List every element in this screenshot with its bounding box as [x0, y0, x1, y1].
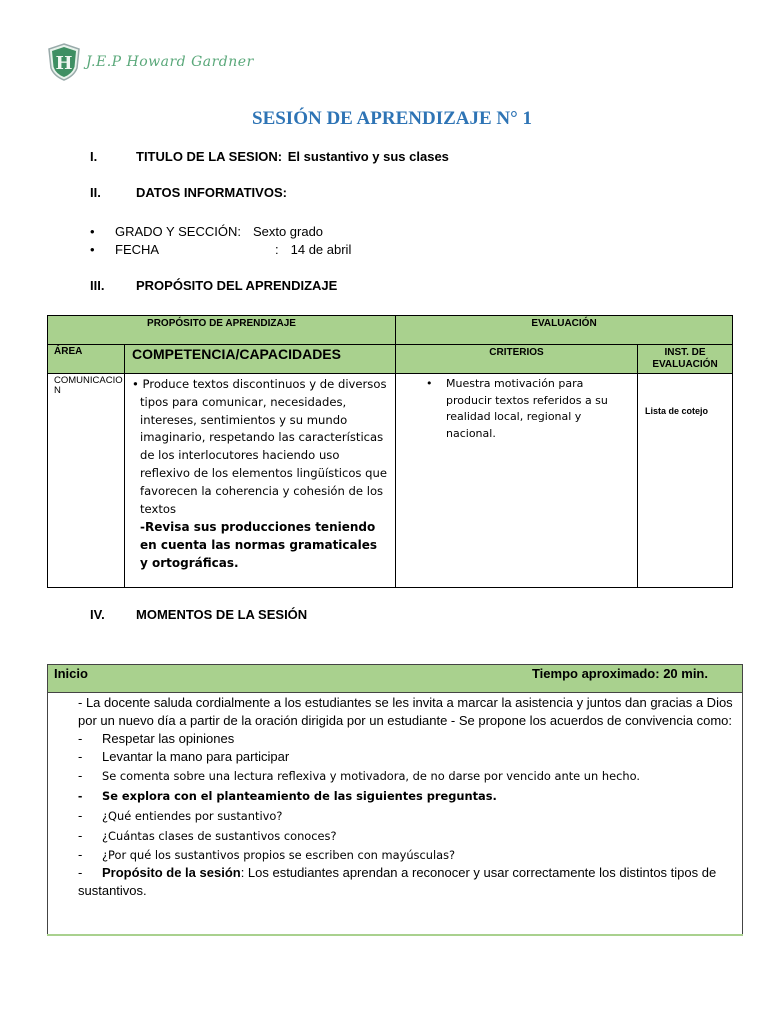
intro-paragraph: - La docente saluda cordialmente a los estudiantes se les invita a marcar la asistencia y juntos dan gracias a Dios por un nuevo día a partir de la oración dirigida por un estudiante - Se propone los acuerdos de convivencia como:: [78, 695, 733, 728]
datos-fecha: • FECHA : 14 de abril: [90, 242, 352, 257]
school-logo: [46, 42, 254, 82]
header-proposito: PROPÓSITO DE APRENDIZAJE: [48, 316, 396, 345]
header-instrumento: INST. DE EVALUACIÓN: [638, 345, 733, 374]
momentos-table: [47, 664, 743, 936]
competencia-cell: [125, 374, 396, 588]
bullet: •: [132, 377, 139, 391]
session-title-value: El sustantivo y sus clases: [287, 149, 449, 164]
list-item: - ¿Qué entiendes por sustantivo?: [78, 808, 283, 823]
section-proposito-heading: III. PROPÓSITO DEL APRENDIZAJE: [90, 278, 338, 293]
proposito-sesion: - Propósito de la sesión: Los estudiantes aprendan a reconocer y usar correctamente los distintos tipos de sustantivos.: [78, 865, 717, 898]
tiempo-label: Tiempo aproximado: 20 min.: [531, 666, 708, 681]
competencia-text: Produce textos discontinuos y de diversos tipos para comunicar, necesidades, intereses, sentimientos y su mundo imaginario, respetando las características de los interlocutores haciendo uso reflexivo de los elementos lingüísticos que favorecen la coherencia y cohesión de los textos: [140, 377, 388, 516]
inicio-content: [48, 693, 743, 935]
header-competencia: COMPETENCIA/CAPACIDADES: [125, 345, 396, 374]
header-criterios: CRITERIOS: [396, 345, 638, 374]
criterio-text: Muestra motivación para producir textos referidos a su realidad local, regional y nacional.: [446, 377, 608, 440]
section-title-row: [90, 149, 449, 164]
section-datos-heading: II. DATOS INFORMATIVOS:: [90, 185, 287, 200]
criterio-cell: [396, 374, 638, 588]
competencia-bold: -Revisa sus producciones teniendo en cuenta las normas gramaticales y ortográficas.: [140, 520, 378, 571]
section-number: I.: [90, 149, 98, 164]
document-title: SESIÓN DE APRENDIZAJE N° 1: [252, 108, 532, 129]
list-item: - Respetar las opiniones: [78, 731, 235, 746]
section-label: TITULO DE LA SESION:: [136, 149, 283, 164]
bullet: •: [426, 377, 433, 390]
inicio-label: Inicio: [54, 666, 88, 681]
logo-text: J.E.P Howard Gardner: [86, 54, 254, 70]
datos-grado: • GRADO Y SECCIÓN: Sexto grado: [90, 224, 324, 239]
list-item: - ¿Por qué los sustantivos propios se escriben con mayúsculas?: [78, 847, 456, 862]
shield-icon: [46, 42, 82, 82]
header-area: ÁREA: [48, 345, 125, 374]
instrumento-cell: Lista de cotejo: [638, 374, 733, 588]
list-item: - Se comenta sobre una lectura reflexiva y motivadora, de no darse por vencido ante un hecho.: [78, 768, 640, 783]
list-item: - Levantar la mano para participar: [78, 749, 290, 764]
list-item: - Se explora con el planteamiento de las siguientes preguntas.: [78, 788, 497, 803]
logo-monogram: H: [55, 53, 73, 74]
proposito-table: [47, 315, 733, 588]
section-momentos-heading: IV. MOMENTOS DE LA SESIÓN: [90, 607, 308, 622]
area-cell: COMUNICACION: [48, 374, 125, 588]
header-evaluacion: EVALUACIÓN: [396, 316, 733, 345]
list-item: - ¿Cuántas clases de sustantivos conoces?: [78, 828, 337, 843]
